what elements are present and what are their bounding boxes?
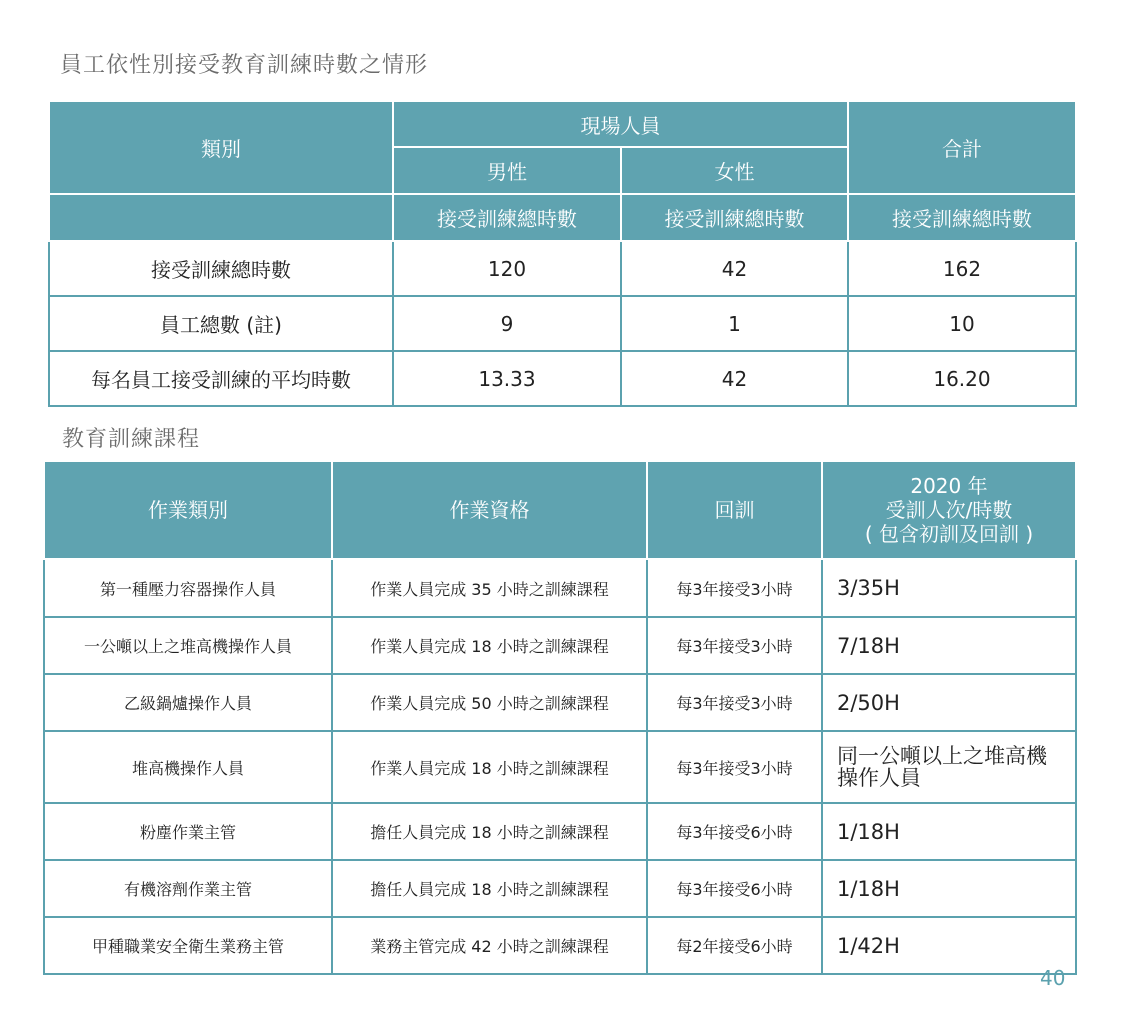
trainees-hours: 1/18H xyxy=(822,860,1076,917)
header-onsite-staff: 現場人員 xyxy=(393,101,848,147)
qualification: 作業人員完成 18 小時之訓練課程 xyxy=(332,731,647,803)
table-row xyxy=(44,917,1076,974)
header-job-type: 作業類別 xyxy=(44,461,332,559)
table-row xyxy=(49,241,1076,296)
retraining: 每3年接受3小時 xyxy=(647,731,822,803)
table-row xyxy=(44,803,1076,860)
job-type: 堆高機操作人員 xyxy=(44,731,332,803)
retraining: 每3年接受6小時 xyxy=(647,860,822,917)
header-year: 2020 年 xyxy=(910,474,988,498)
row-label: 員工總數 (註) xyxy=(49,296,393,351)
header-qualification: 作業資格 xyxy=(332,461,647,559)
table-row xyxy=(44,674,1076,731)
subheader-total-hours: 接受訓練總時數 xyxy=(848,194,1076,241)
header-retraining: 回訓 xyxy=(647,461,822,559)
retraining: 每3年接受6小時 xyxy=(647,803,822,860)
table-row xyxy=(49,296,1076,351)
row-label: 每名員工接受訓練的平均時數 xyxy=(49,351,393,406)
trainees-hours: 3/35H xyxy=(822,559,1076,617)
job-type: 有機溶劑作業主管 xyxy=(44,860,332,917)
header-total: 合計 xyxy=(848,101,1076,194)
table-row xyxy=(44,617,1076,674)
job-type: 甲種職業安全衛生業務主管 xyxy=(44,917,332,974)
table-row xyxy=(44,559,1076,617)
table-row xyxy=(49,351,1076,406)
header-2020-trainees xyxy=(822,461,1076,559)
section-title-gender-training: 員工依性別接受教育訓練時數之情形 xyxy=(60,53,429,78)
female-value: 1 xyxy=(621,296,848,351)
header-category: 類別 xyxy=(49,101,393,194)
trainees-hours: 7/18H xyxy=(822,617,1076,674)
retraining: 每3年接受3小時 xyxy=(647,617,822,674)
retraining: 每3年接受3小時 xyxy=(647,674,822,731)
job-type: 乙級鍋爐操作人員 xyxy=(44,674,332,731)
trainees-hours: 1/42H xyxy=(822,917,1076,974)
male-value: 13.33 xyxy=(393,351,621,406)
trainees-hours: 1/18H xyxy=(822,803,1076,860)
subheader-male-hours: 接受訓練總時數 xyxy=(393,194,621,241)
qualification: 擔任人員完成 18 小時之訓練課程 xyxy=(332,803,647,860)
section-title-training-courses: 教育訓練課程 xyxy=(62,427,201,452)
header-includes-note: ( 包含初訓及回訓 ) xyxy=(864,522,1034,546)
male-value: 9 xyxy=(393,296,621,351)
total-value: 10 xyxy=(848,296,1076,351)
row-label: 接受訓練總時數 xyxy=(49,241,393,296)
total-value: 16.20 xyxy=(848,351,1076,406)
qualification: 擔任人員完成 18 小時之訓練課程 xyxy=(332,860,647,917)
qualification: 作業人員完成 35 小時之訓練課程 xyxy=(332,559,647,617)
female-value: 42 xyxy=(621,241,848,296)
qualification: 作業人員完成 18 小時之訓練課程 xyxy=(332,617,647,674)
page-number: 40 xyxy=(1040,966,1066,990)
qualification: 作業人員完成 50 小時之訓練課程 xyxy=(332,674,647,731)
training-courses-table xyxy=(43,460,1077,975)
table-row xyxy=(44,731,1076,803)
retraining: 每3年接受3小時 xyxy=(647,559,822,617)
qualification: 業務主管完成 42 小時之訓練課程 xyxy=(332,917,647,974)
trainees-hours: 同一公噸以上之堆高機操作人員 xyxy=(822,731,1076,803)
job-type: 一公噸以上之堆高機操作人員 xyxy=(44,617,332,674)
header-trainees-hours: 受訓人次/時數 xyxy=(885,498,1013,522)
job-type: 第一種壓力容器操作人員 xyxy=(44,559,332,617)
retraining: 每2年接受6小時 xyxy=(647,917,822,974)
subheader-female-hours: 接受訓練總時數 xyxy=(621,194,848,241)
table-row xyxy=(44,860,1076,917)
header-spacer xyxy=(49,194,393,241)
gender-training-table xyxy=(48,100,1077,407)
header-female: 女性 xyxy=(621,147,848,194)
header-male: 男性 xyxy=(393,147,621,194)
job-type: 粉塵作業主管 xyxy=(44,803,332,860)
trainees-hours: 2/50H xyxy=(822,674,1076,731)
total-value: 162 xyxy=(848,241,1076,296)
female-value: 42 xyxy=(621,351,848,406)
male-value: 120 xyxy=(393,241,621,296)
